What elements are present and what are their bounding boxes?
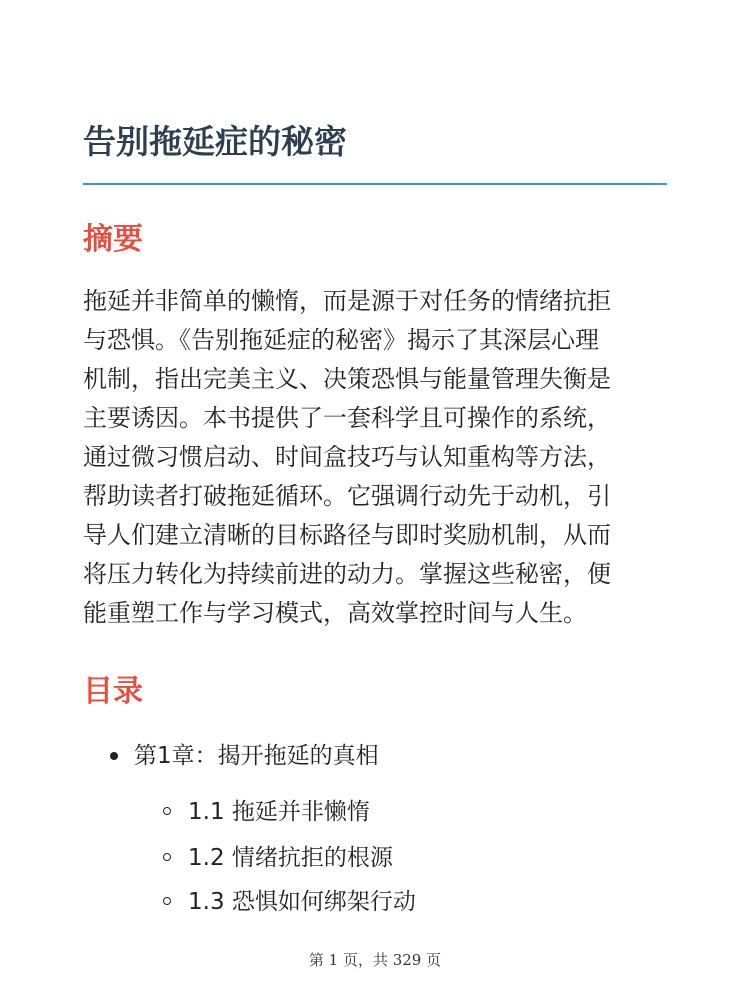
page-footer: 第 1 页，共 329 页	[308, 951, 442, 969]
abstract-heading: 摘要	[83, 222, 143, 257]
document-title: 告别拖延症的秘密	[83, 122, 347, 161]
title-divider	[83, 183, 667, 185]
toc-chapter-label[interactable]: 第1章：揭开拖延的真相	[134, 743, 379, 769]
bullet-disc-icon	[110, 752, 118, 760]
bullet-circle-icon	[163, 807, 171, 815]
abstract-line: 与恐惧。《告别拖延症的秘密》揭示了其深层心理	[83, 326, 599, 354]
abstract-line: 导人们建立清晰的目标路径与即时奖励机制，从而	[83, 521, 611, 549]
abstract-line: 拖延并非简单的懒惰，而是源于对任务的情绪抗拒	[83, 287, 611, 315]
bullet-circle-icon	[163, 897, 171, 905]
abstract-line: 机制，指出完美主义、决策恐惧与能量管理失衡是	[83, 365, 611, 393]
abstract-line: 通过微习惯启动、时间盒技巧与认知重构等方法，	[83, 443, 611, 471]
toc-section-label[interactable]: 1.1 拖延并非懒惰	[188, 799, 370, 825]
abstract-line: 能重塑工作与学习模式，高效掌控时间与人生。	[83, 599, 587, 627]
toc-section-label[interactable]: 1.2 情绪抗拒的根源	[188, 845, 393, 871]
abstract-paragraph	[83, 282, 673, 633]
abstract-line: 将压力转化为持续前进的动力。掌握这些秘密，便	[83, 560, 611, 588]
bullet-circle-icon	[163, 853, 171, 861]
abstract-line: 帮助读者打破拖延循环。它强调行动先于动机，引	[83, 482, 611, 510]
toc-heading: 目录	[83, 674, 143, 709]
abstract-line: 主要诱因。本书提供了一套科学且可操作的系统，	[83, 404, 611, 432]
toc-section-label[interactable]: 1.3 恐惧如何绑架行动	[188, 889, 416, 915]
